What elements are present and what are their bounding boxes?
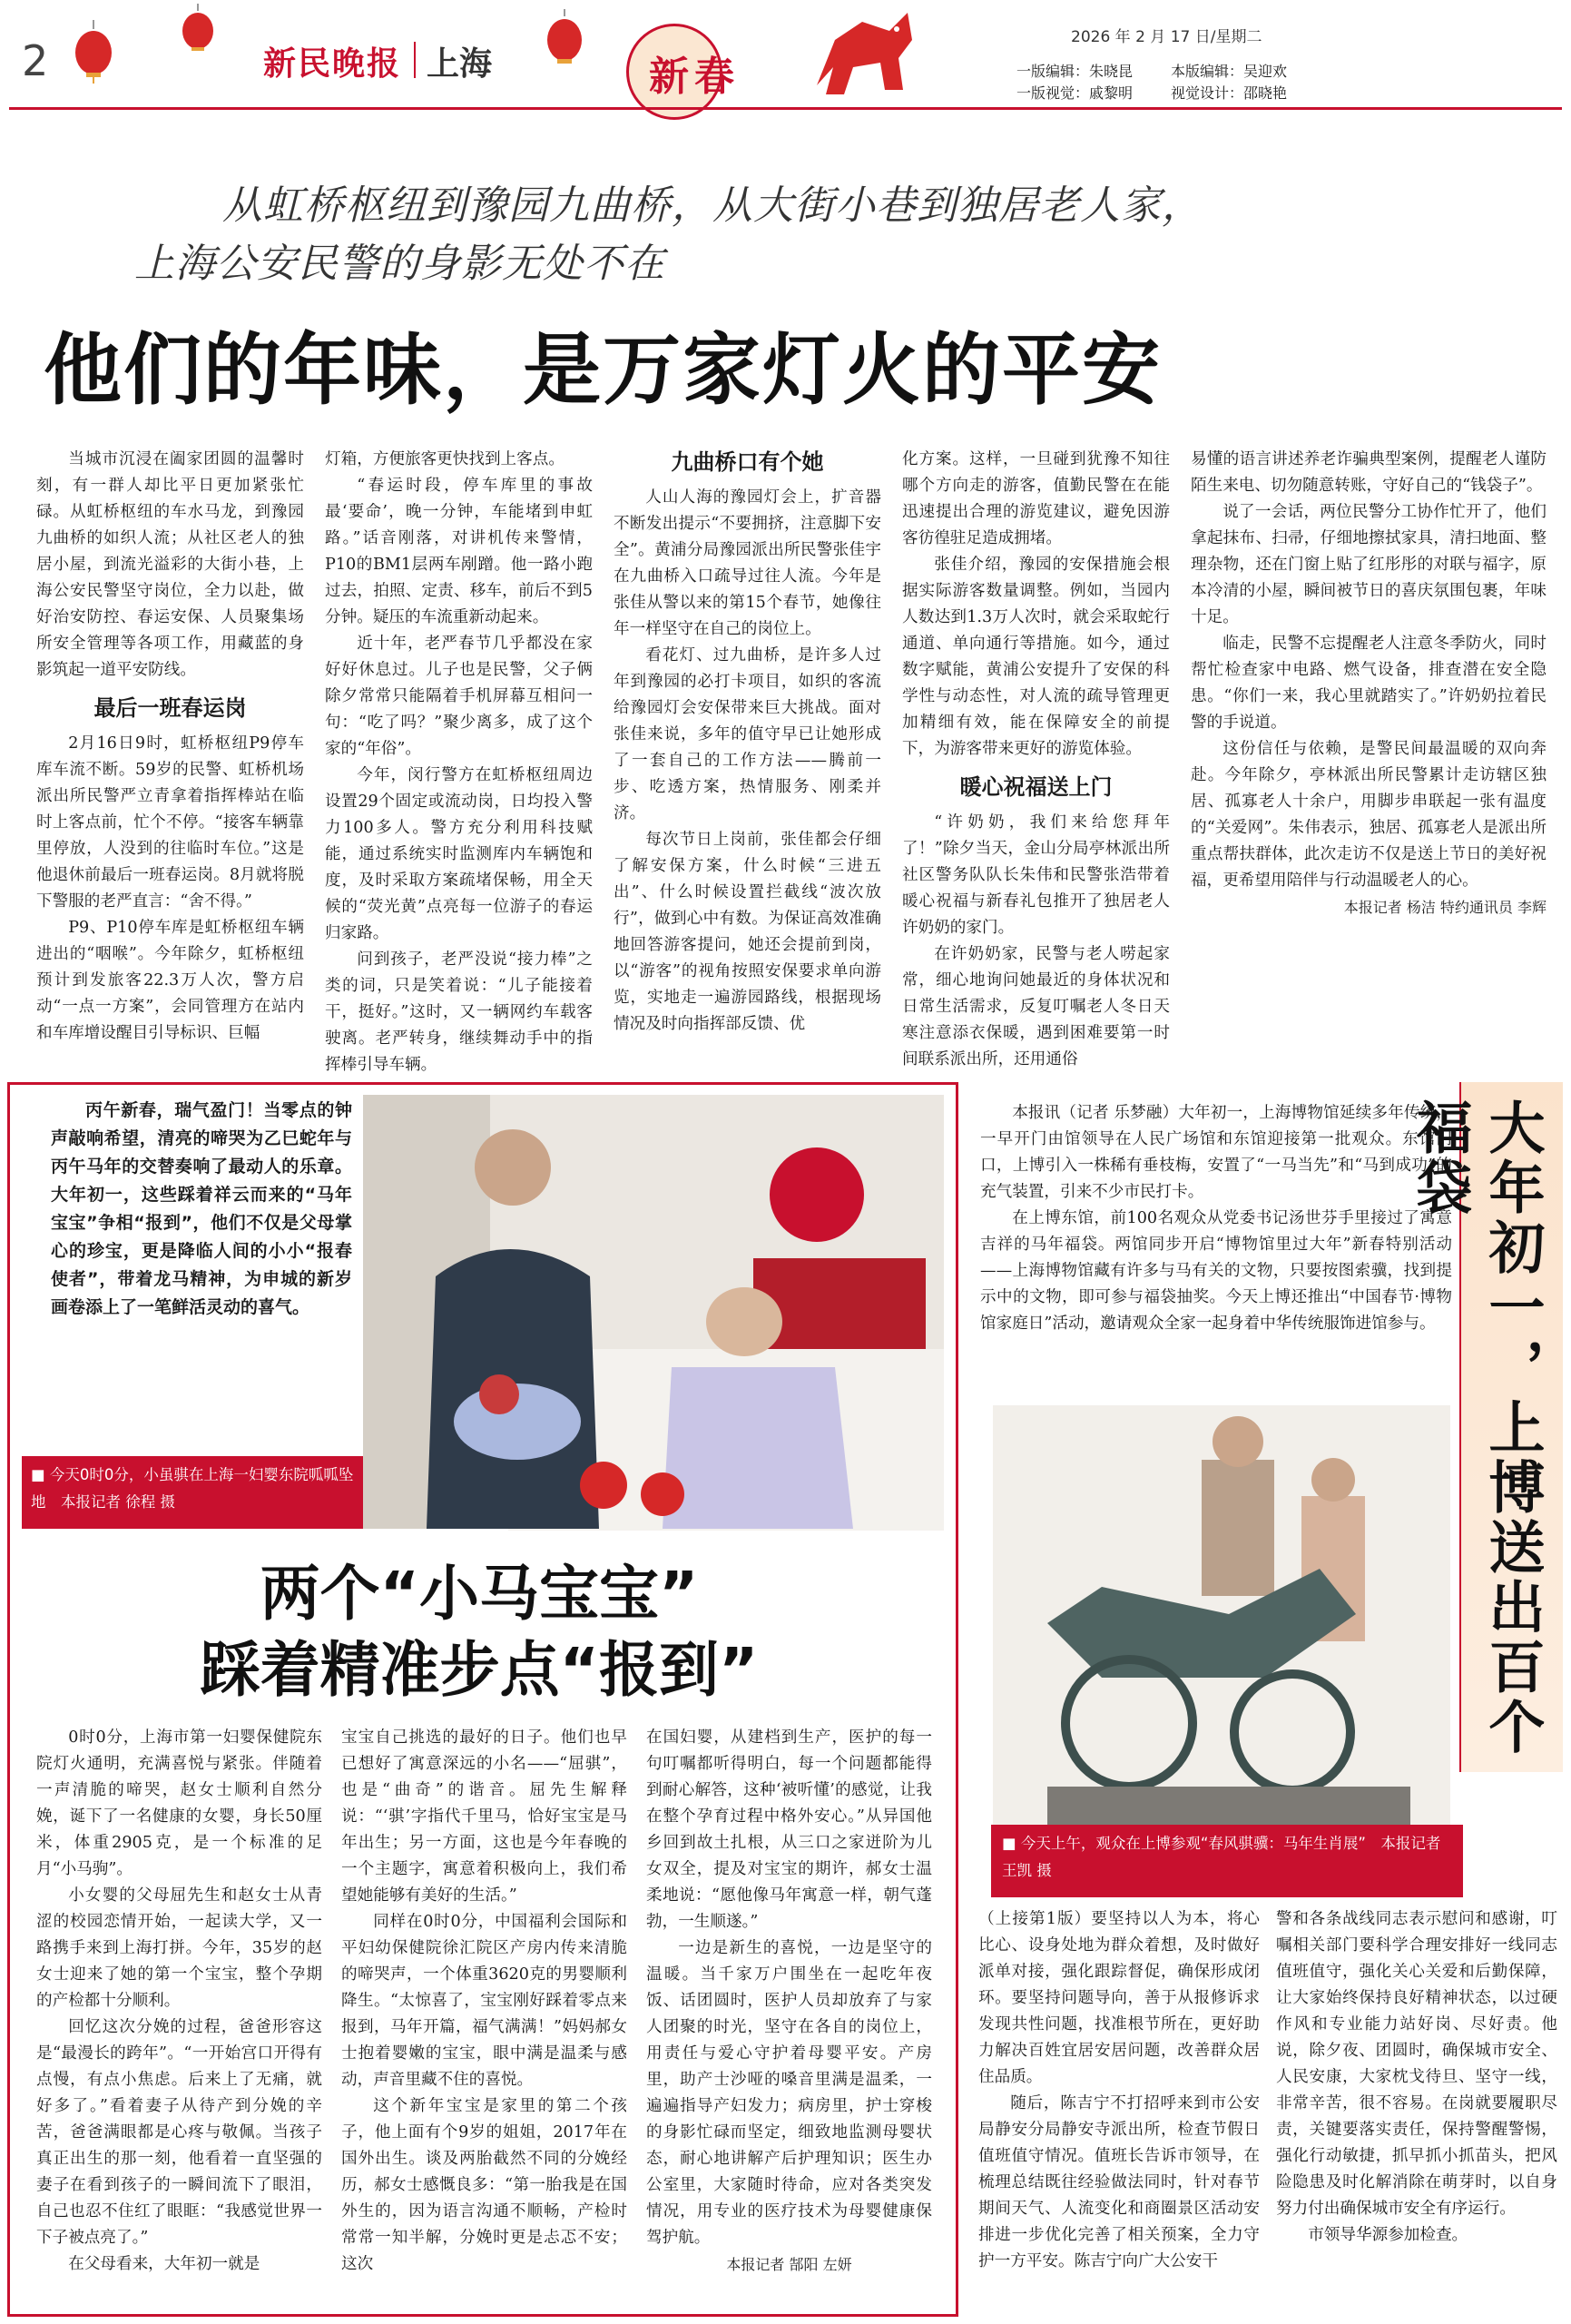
museum-caption: ■ 今天上午，观众在上博参观“春风骐骥：马年生肖展” 本报记者 王凯 摄 — [1002, 1835, 1441, 1879]
paragraph: 当城市沉浸在阖家团圆的温馨时刻，有一群人却比平日更加紧张忙碌。从虹桥枢纽的车水马龙，到豫园九曲桥的如织人流；从社区老人的独居小屋，到流光溢彩的大街小巷，上海公安民警坚守岗位，全力以赴，做好治安防控、春运安保、人员聚集场所安全管理等各项工作，用藏蓝的身影筑起一道平安防线。 — [36, 450, 304, 679]
paragraph: 今年，闵行警方在虹桥枢纽周边设置29个固定或流动岗，日均投入警力100多人。警方充分利用科技赋能，通过系统实时监测库内车辆饱和度，及时采取方案疏堵保畅，用全天候的“荧光黄”点亮每一位游子的春运归家路。 — [325, 766, 593, 942]
paragraph: 2月16日9时，虹桥枢纽P9停车库车流不断。59岁的民警、虹桥机场派出所民警严立青拿着指挥棒站在临时上客点前，忙个不停。“接客车辆靠里停放，人没到的往临时车位。”这是他退休前最后一班春运岗。8月就将脱下警服的老严直言：“舍不得。” — [36, 734, 304, 911]
horse-papercut-icon — [808, 4, 926, 103]
visual-2: 视觉设计：邵晓艳 — [1171, 84, 1288, 102]
paragraph: 0时0分，上海市第一妇婴保健院东院灯火通明，充满喜悦与紧张。伴随着一声清脆的啼哭，赵女士顺利自然分娩，诞下了一名健康的女婴，身长50厘米，体重2905克，是一个标准的足月“小马驹”。 — [36, 1728, 322, 1878]
editor-1: 一版编辑：朱晓昆 — [1016, 63, 1134, 80]
lantern-icon — [545, 9, 584, 69]
paragraph: 在许奶奶家，民警与老人唠起家常，细心地询问她最近的身体状况和日常生活需求，反复叮嘱老人冬日天寒注意添衣保暖，遇到困难要第一时间联系派出所，还用通俗 — [902, 945, 1170, 1068]
paragraph: 一边是新生的喜悦，一边是坚守的温暖。当千家万户围坐在一起吃年夜饭、话团圆时，医护人员却放弃了与家人团聚的时光，坚守在各自的岗位上，用责任与爱心守护着母婴平安。产房里，助产士沙哑的嗓音里满是温柔，一遍遍指导产妇发力；病房里，护士穿梭的身影忙碌而坚定，细致地监测母婴状态，耐心地讲解产后护理知识；医生办公室里，大家随时待命，应对各类突发情况，用专业的医疗技术为母婴健康保驾护航。 — [646, 1939, 932, 2247]
paragraph: 宝宝自己挑选的最好的日子。他们也早已想好了寓意深远的小名——“屈骐”，也是“曲奇”的谐音。屈先生解释说：“‘骐’字指代千里马，恰好宝宝是马年出生；另一方面，这也是今年春晚的一个主题字，寓意着积极向上，我们希望她能够有美好的生活。” — [341, 1728, 627, 1905]
baby-column-1 — [36, 1725, 322, 2306]
paper-logo: 新民晚报 — [263, 44, 402, 83]
lead-headline: 他们的年味，是万家灯火的平安 — [44, 325, 1162, 416]
paragraph: 说了一会话，两位民警分工协作忙开了，他们拿起抹布、扫帚，仔细地擦拭家具，清扫地面、整理杂物，还在门窗上贴了红彤彤的对联与福字，原本冷清的小屋，瞬间被节日的喜庆氛围包裹，年味十足。 — [1191, 503, 1546, 626]
paragraph: （上接第1版）要坚持以人为本，将心比心、设身处地为群众着想，及时做好派单对接，强化跟踪督促，确保形成闭环。要坚持问题导向，善于从报修诉求发现共性问题，找准根节所在，更好助力解决百姓宜居安居问题，改善群众居住品质。 — [978, 1910, 1260, 2086]
lead-column-2 — [325, 447, 593, 1074]
paragraph: 回忆这次分娩的过程，爸爸形容这是“最漫长的跨年”。“一开始宫口开得有点慢，有点小焦虑。后来上了无痛，就好多了。”看着妻子从待产到分娩的辛苦，爸爸满眼都是心疼与敬佩。当孩子真正出生的那一刻，他看着一直坚强的妻子在看到孩子的一瞬间流下了眼泪，自己也忍不住红了眼眶：“我感觉世界一下子被点亮了。” — [36, 2018, 322, 2247]
paragraph: 警和各条战线同志表示慰问和感谢，叮嘱相关部门要科学合理安排好一线同志值班值守，强化关心关爱和后勤保障，让大家始终保持良好精神状态，以过硬作风和专业能力站好岗、尽好责。他说，除夕夜、团圆时，确保城市安全、人民安康，大家枕戈待旦、坚守一线，非常辛苦，很不容易。在岗就要履职尽责，关键要落实责任，保持警醒警惕，强化行动敏捷，抓早抓小抓苗头，把风险隐患及时化解消除在萌芽时，以自身努力付出确保城市安全有序运行。 — [1276, 1910, 1557, 2218]
header-divider — [414, 42, 416, 78]
paragraph: 每次节日上岗前，张佳都会仔细了解安保方案，什么时候“三进五出”、什么时候设置拦截线“波次放行”，做到心中有数。为保证高效准确地回答游客提问，她还会提前到岗，以“游客”的视角按照安保要求单向游览，实地走一遍游园路线，根据现场情况及时向指挥部反馈、优 — [614, 831, 881, 1033]
museum-text-2: 在上博东馆，前100名观众从党委书记汤世芬手里接过了寓意吉祥的马年福袋。两馆同步开启“博物馆里过大年”新春特别活动——上海博物馆藏有许多与马有关的文物，只要按图索骥，找到提示中的文物，即可参与福袋抽奖。今天上博还推出“中国春节·博物馆家庭日”活动，邀请观众全家一起身着中华传统服饰进馆参与。 — [980, 1209, 1452, 1333]
paragraph: 小女婴的父母屈先生和赵女士从青涩的校园恋情开始，一起读大学，又一路携手来到上海打拼。今年，35岁的赵女士迎来了她的第一个宝宝，整个孕期的产检都十分顺利。 — [36, 1886, 322, 2010]
kicker-line-2: 上海公安民警的身影无处不在 — [134, 241, 665, 287]
lantern-icon — [73, 20, 114, 84]
byline: 本报记者 杨洁 特约通讯员 李辉 — [1343, 899, 1546, 916]
subheading: 九曲桥口有个她 — [671, 449, 824, 475]
festival-title: 新春 — [649, 54, 740, 100]
lead-column-5 — [1191, 447, 1546, 1064]
museum-vertical-headline: 大年初一，上博送出百个福袋 — [1407, 1098, 1546, 1758]
paragraph: 灯箱，方便旅客更快找到上客点。 — [325, 450, 565, 468]
paragraph: 同样在0时0分，中国福利会国际和平妇幼保健院徐汇院区产房内传来清脆的啼哭声，一个体重3620克的男婴顺利降生。“太惊喜了，宝宝刚好踩着零点来报到，马年开篇，福气满满！”妈妈郝女士抱着婴嫩的宝宝，眼中满是温柔与感动，声音里藏不住的喜悦。 — [341, 1913, 627, 2089]
paragraph: P9、P10停车库是虹桥枢纽车辆进出的“咽喉”。今年除夕，虹桥枢纽预计到发旅客22.3万人次，警方启动“一点一方案”，会同管理方在站内和车库增设醒目引导标识、巨幅 — [36, 919, 304, 1042]
paragraph: 这份信任与依赖，是警民间最温暖的双向奔赴。今年除夕，亭林派出所民警累计走访辖区独居、孤寡老人十余户，用脚步串联起一张有温度的“关爱网”。朱伟表示，独居、孤寡老人是派出所重点帮扶群体，此次走访不仅是送上节日的美好祝福，更希望用陪伴与行动温暖老人的心。 — [1191, 740, 1546, 890]
baby-headline-1: 两个“小马宝宝” — [260, 1559, 699, 1629]
paragraph: 随后，陈吉宁不打招呼来到市公安局静安分局静安寺派出所，检查节假日值班值守情况。值班长告诉市领导，在梳理总结既往经验做法同时，针对春节期间天气、人流变化和商圈景区活动安排进一步优化完善了相关预案，全力守护一方平安。陈吉宁向广大公安干 — [978, 2094, 1260, 2270]
baby-column-2 — [341, 1725, 627, 2306]
continued-column-2 — [1276, 1906, 1557, 2315]
section-name: 上海 — [427, 44, 493, 83]
page-header — [0, 0, 1571, 109]
lead-column-1 — [36, 447, 304, 1064]
paragraph: “春运时段，停车库里的事故最‘要命’，晚一分钟，车能堵到申虹路。”话音刚落，对讲机传来警情，P10的BM1层两车剐蹭。他一路小跑过去，拍照、定责、移车，前后不到5分钟。疑压的车流重新动起来。 — [325, 477, 593, 626]
subheading: 最后一班春运岗 — [93, 695, 247, 721]
paragraph: 张佳介绍，豫园的安保措施会根据实际游客数量调整。例如，当园内人数达到1.3万人次时，就会采取蛇行通道、单向通行等措施。如今，通过数字赋能，黄浦公安提升了安保的科学性与动态性，对人流的疏导管理更加精细有效，能在保障安全的前提下，为游客带来更好的游览体验。 — [902, 556, 1170, 758]
museum-text-1: 本报讯（记者 乐梦融）大年初一，上海博物馆延续多年传统，一早开门由馆领导在人民广场馆和东馆迎接第一批观众。东馆门口，上博引入一株稀有垂枝梅，安置了“一马当先”和“马到成功”的充气装置，引来不少市民打卡。 — [980, 1104, 1452, 1201]
paragraph: 看花灯、过九曲桥，是许多人过年到豫园的必打卡项目，如织的客流给豫园灯会安保带来巨大挑战。面对张佳来说，多年的值守早已让她形成了一套自己的工作方法——腾前一步、吃透方案，热情服务、刚柔并济。 — [614, 646, 881, 822]
newborn-photo — [363, 1095, 944, 1529]
paragraph: 临走，民警不忘提醒老人注意冬季防火，同时帮忙检查家中电路、燃气设备，排查潜在安全隐患。“你们一来，我心里就踏实了。”许奶奶拉着民警的手说道。 — [1191, 635, 1546, 732]
newborn-caption: ■ 今天0时0分，小虽骐在上海一妇婴东院呱呱坠地 本报记者 徐程 摄 — [31, 1466, 354, 1511]
subheading: 暖心祝福送上门 — [959, 774, 1113, 800]
paragraph: 人山人海的豫园灯会上，扩音器不断发出提示“不要拥挤，注意脚下安全”。黄浦分局豫园派出所民警张佳宇在九曲桥入口疏导过往人流。今年是张佳从警以来的第15个春节，她像往年一样坚守在自己的岗位上。 — [614, 488, 881, 638]
baby-column-3 — [646, 1725, 932, 2306]
paragraph: 近十年，老严春节几乎都没在家好好休息过。儿子也是民警，父子俩除夕常常只能隔着手机屏幕互相问一句：“吃了吗？”聚少离多，成了这个家的“年俗”。 — [325, 635, 593, 758]
page-number: 2 — [22, 36, 49, 85]
lead-column-3 — [614, 447, 881, 1064]
paragraph: 在父母看来，大年初一就是 — [68, 2255, 260, 2273]
issue-date: 2026 年 2 月 17 日/星期二 — [1071, 28, 1262, 46]
kicker-line-1: 从虹桥枢纽到豫园九曲桥，从大街小巷到独居老人家， — [222, 182, 1203, 229]
editor-2: 本版编辑：吴迎欢 — [1171, 63, 1288, 80]
visual-1: 一版视觉：戚黎明 — [1016, 84, 1134, 102]
continued-column-1 — [978, 1906, 1260, 2315]
baby-headline-2: 踩着精准步点“报到” — [200, 1635, 759, 1705]
museum-photo — [993, 1405, 1450, 1839]
paragraph: 化方案。这样，一旦碰到犹豫不知往哪个方向走的游客，值勤民警在在能迅速提出合理的游览建议，避免因游客彷徨驻足造成拥堵。 — [902, 450, 1170, 547]
header-rule — [9, 107, 1562, 110]
byline: 本报记者 郜阳 左妍 — [726, 2256, 852, 2273]
baby-intro: 丙午新春，瑞气盈门！当零点的钟声敲响希望，清亮的啼哭为乙巳蛇年与丙午马年的交替奏响了最动人的乐章。大年初一，这些踩着祥云而来的“马年宝宝”争相“报到”，他们不仅是父母掌心的珍宝，更是降临人间的小小“报春使者”，带着龙马精神，为申城的新岁画卷添上了一笔鲜活灵动的喜气。 — [51, 1100, 352, 1317]
paragraph: 在国妇婴，从建档到生产，医护的每一句叮嘱都听得明白，每一个问题都能得到耐心解答，这种‘被听懂’的感觉，让我在整个孕育过程中格外安心。”从异国他乡回到故土扎根，从三口之家迸阶为儿女双全，提及对宝宝的期许，郝女士温柔地说：“愿他像马年寓意一样，朝气蓬勃，一生顺遂。” — [646, 1728, 932, 1931]
lead-column-4 — [902, 447, 1170, 1068]
lantern-icon — [180, 4, 216, 58]
paragraph: 问到孩子，老严没说“接力棒”之类的词，只是笑着说：“儿子能接着干，挺好。”这时，又一辆网约车载客驶离。老严转身，继续舞动手中的指挥棒引导车辆。 — [325, 950, 593, 1074]
paragraph: “许奶奶，我们来给您拜年了！”除夕当天，金山分局亭林派出所社区警务队队长朱伟和民警张浩带着暖心祝福与新春礼包推开了独居老人许奶奶的家门。 — [902, 813, 1170, 937]
paragraph: 易懂的语言讲述养老诈骗典型案例，提醒老人谨防陌生来电、切勿随意转账，守好自己的“钱袋子”。 — [1191, 450, 1546, 495]
paragraph: 市领导华源参加检查。 — [1308, 2226, 1468, 2244]
paragraph: 这个新年宝宝是家里的第二个孩子，他上面有个9岁的姐姐，2017年在国外出生。谈及两胎截然不同的分娩经历，郝女士感慨良多：“第一胎我是在国外生的，因为语言沟通不顺畅，产检时常常一知半解，分娩时更是忐忑不安；这次 — [341, 2097, 627, 2273]
